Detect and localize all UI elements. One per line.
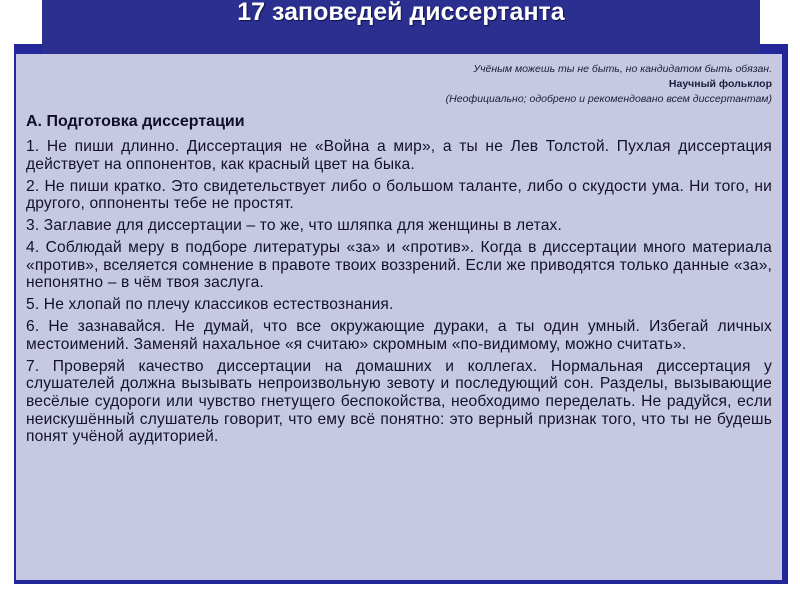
epigraph-note: (Неофициально; одобрено и рекомендовано всем диссертантам)	[445, 93, 772, 105]
page-title: 17 заповедей диссертанта	[237, 0, 565, 26]
content-panel	[16, 54, 782, 580]
epigraph-quote: Учёным можешь ты не быть, но кандидатом быть обязан.	[473, 63, 772, 75]
section-heading: А. Подготовка диссертации	[26, 113, 245, 130]
rule-item: 5. Не хлопай по плечу классиков естествознания.	[26, 296, 394, 314]
title-band	[42, 0, 760, 54]
rule-item: 2. Не пиши кратко. Это свидетельствует либо о большом таланте, либо о скудости ума. Ни того, ни другого, оппоненты тебе не простят.	[26, 177, 772, 213]
epigraph	[172, 62, 772, 107]
rule-item: 7. Проверяй качество диссертации на домашних и коллегах. Нормальная диссертация у слушателей должна вызывать непроизвольную зевоту и последующий сон. Разделы, вызывающие весёлые судороги или чувство гнетущего беспокойства, необходимо переделать. Не радуйся, если неискушённый слушатель говорит, что ему всё понятно: это верный признак того, что ты не будешь понят учёной аудиторией.	[26, 357, 772, 446]
rule-item: 1. Не пиши длинно. Диссертация не «Война а мир», а ты не Лев Толстой. Пухлая диссертация действует на оппонентов, как красный цвет на быка.	[26, 138, 772, 173]
epigraph-source: Научный фольклор	[668, 78, 772, 90]
rule-item: 3. Заглавие для диссертации – то же, что шляпка для женщины в летах.	[26, 217, 562, 235]
rule-item: 4. Соблюдай меру в подборе литературы «за» и «против». Когда в диссертации много материала «против», вселяется сомнение в правоте твоих воззрений. Если же приводятся только данные «за», непонятно – в чём твоя заслуга.	[26, 239, 772, 292]
rule-item: 6. Не зазнавайся. Не думай, что все окружающие дураки, а ты один умный. Избегай личных местоимений. Заменяй нахальное «я считаю» скромным «по-видимому, можно считать».	[26, 318, 772, 353]
rules-list	[26, 138, 772, 450]
